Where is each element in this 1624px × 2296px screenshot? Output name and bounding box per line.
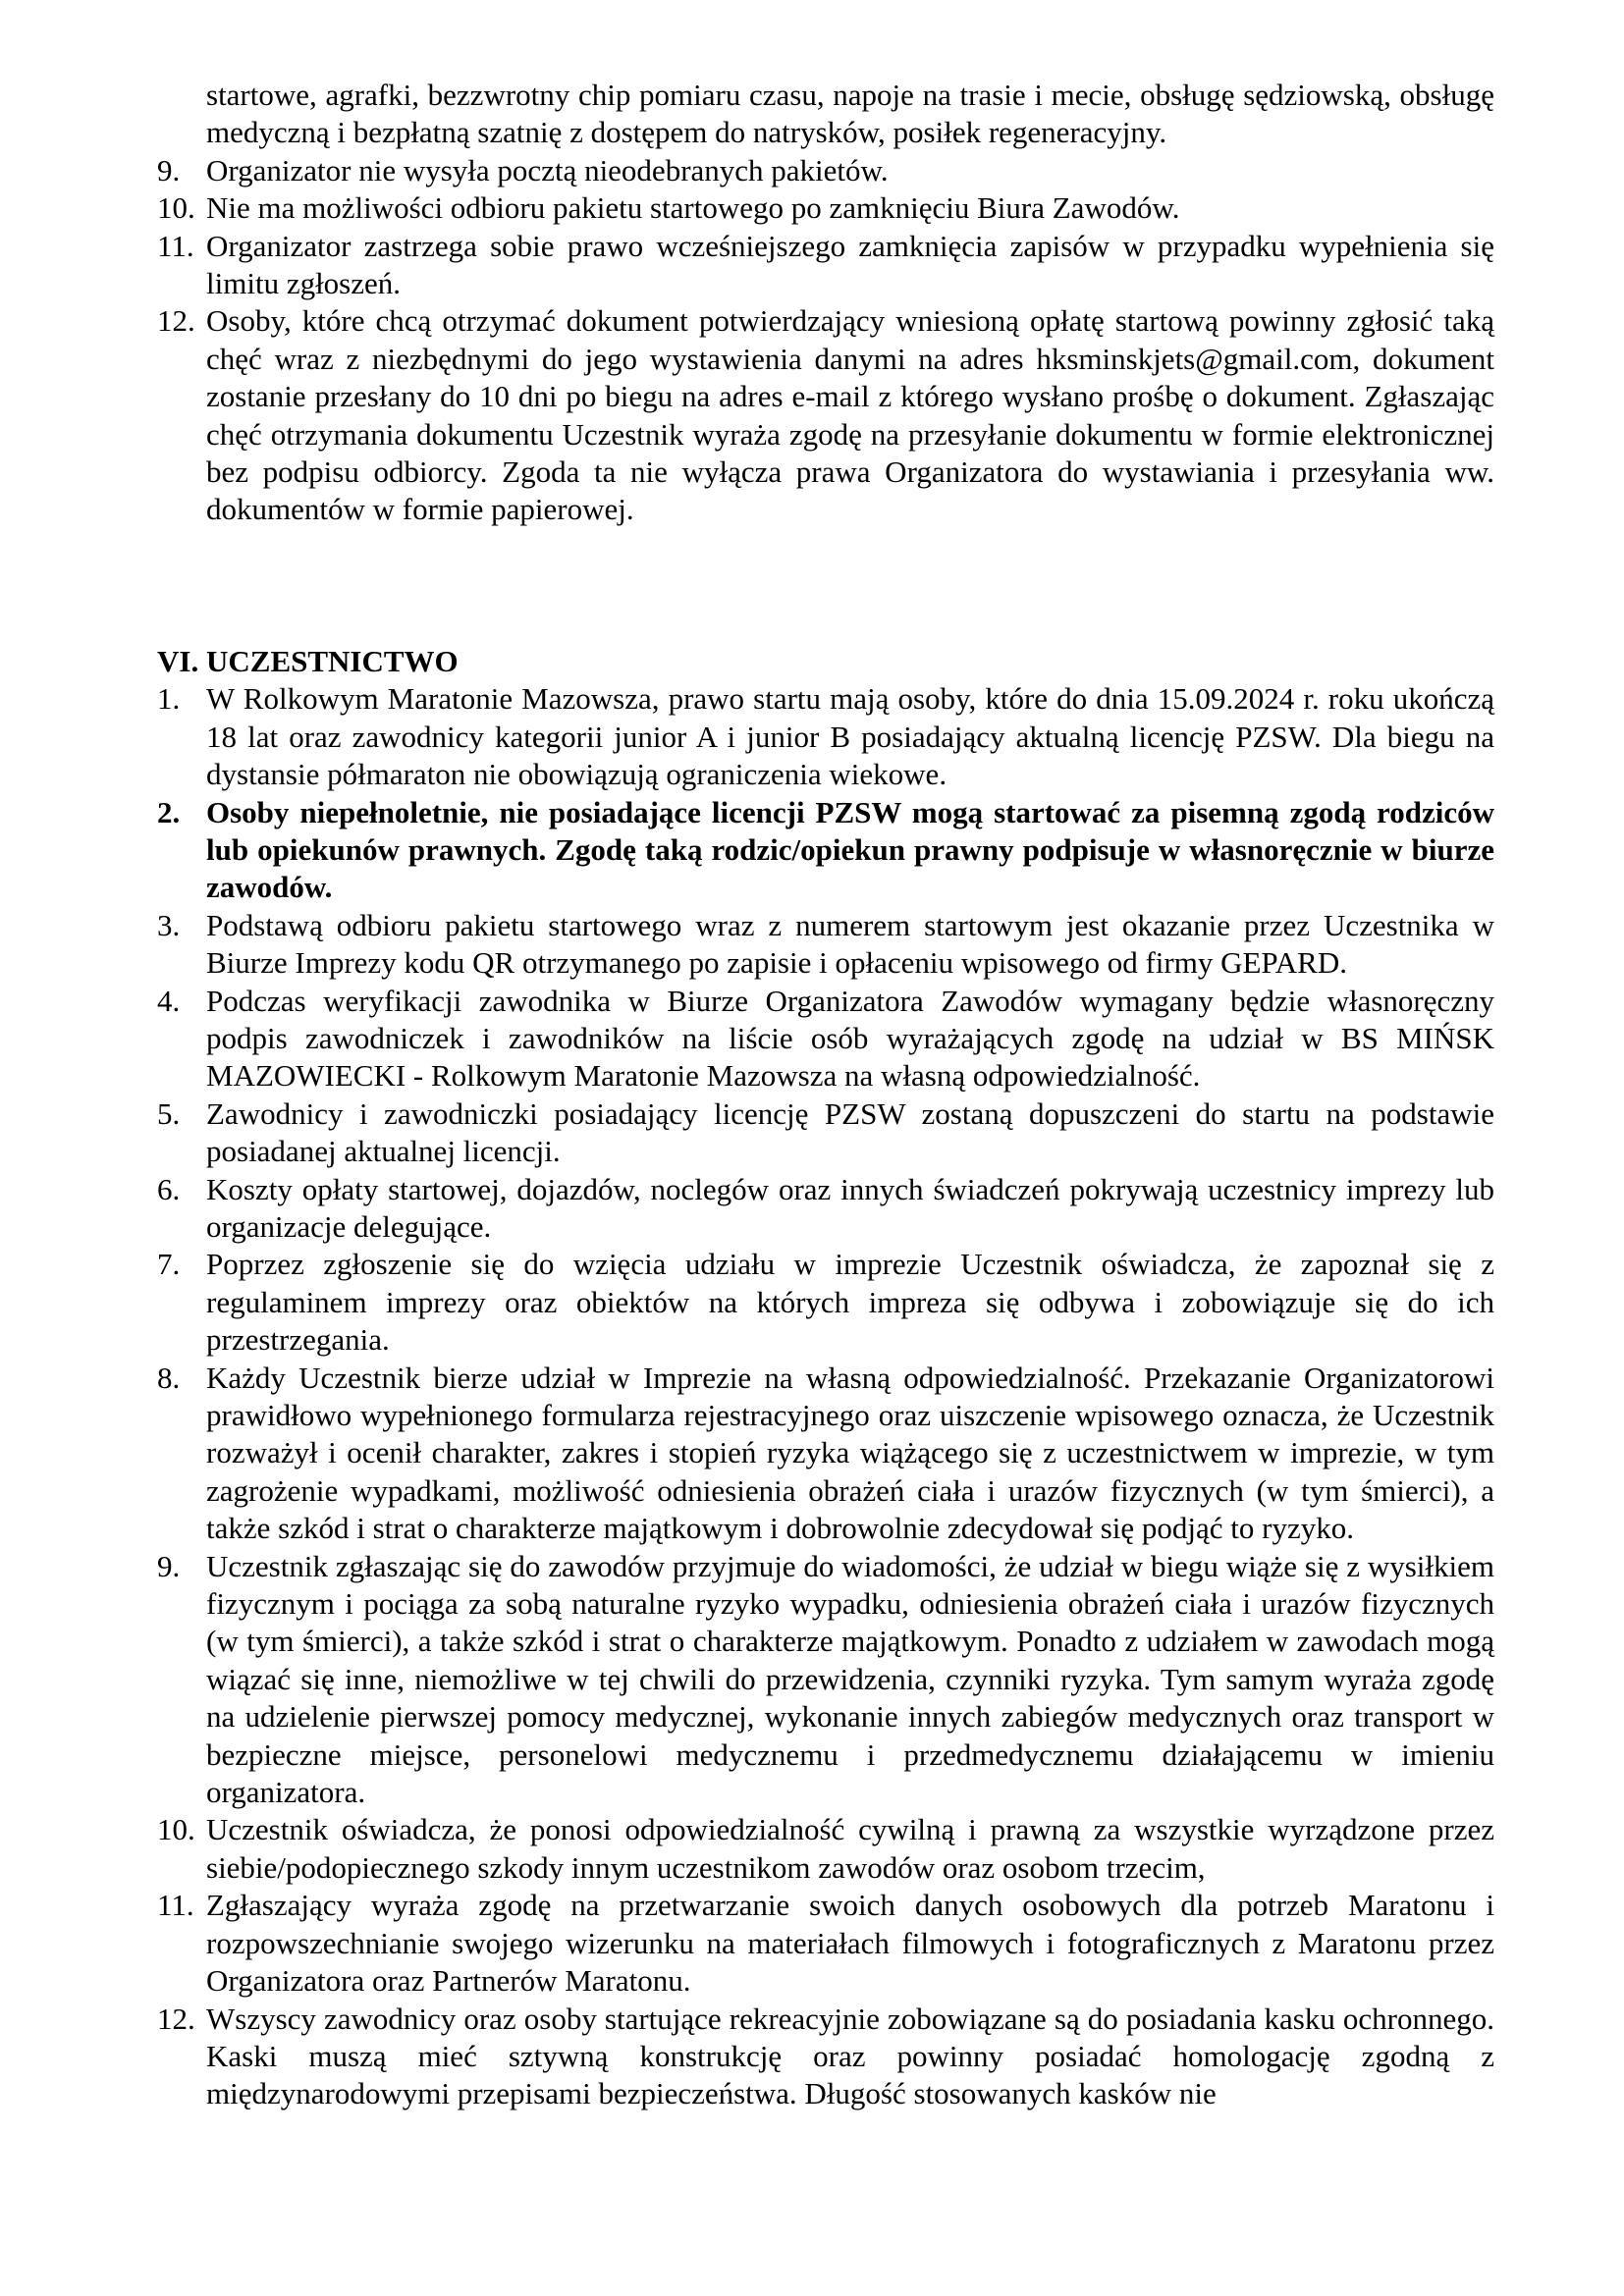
item-text: Organizator nie wysyła pocztą nieodebranych pakietów. [206, 152, 889, 187]
list-item [157, 983, 1494, 1095]
item-number: 7. [157, 1247, 181, 1282]
item-text: Zawodnicy i zawodniczki posiadający licencję PZSW zostaną dopuszczeni do startu na podstawie posiadanej aktualnej licencji. [206, 1095, 1494, 1169]
list-item [157, 907, 1494, 983]
item-text: Podstawą odbioru pakietu startowego wraz z numerem startowym jest okazanie przez Uczestnika w Biurze Imprezy kodu QR otrzymanego po zapisie i opłaceniu wpisowego od firmy GEPARD. [206, 907, 1494, 981]
item-text: Organizator zastrzega sobie prawo wcześniejszego zamknięcia zapisów w przypadku wypełnienia się limitu zgłoszeń. [206, 228, 1494, 301]
item-number: 11. [157, 1888, 194, 1923]
list-item [157, 1360, 1494, 1548]
list-item [157, 1548, 1494, 1812]
list-item [157, 302, 1494, 528]
item-number: 3. [157, 907, 181, 942]
list-item [157, 1811, 1494, 1887]
section-title: UCZESTNICTWO [206, 643, 459, 678]
item-text: Nie ma możliwości odbioru pakietu startowego po zamknięciu Biura Zawodów. [206, 190, 1180, 226]
list-item [157, 228, 1494, 303]
section-number: VI. [157, 643, 199, 678]
item-number: 5. [157, 1095, 181, 1131]
list-item [157, 1246, 1494, 1359]
continuation-paragraph: startowe, agrafki, bezzwrotny chip pomiaru czasu, napoje na trasie i mecie, obsługę sędziowską, obsługę medyczną i bezpłatną szatnię z dostępem do natrysków, posiłek regeneracyjny. [206, 78, 1494, 150]
item-number: 4. [157, 983, 181, 1018]
item-number: 6. [157, 1171, 181, 1206]
item-text: Podczas weryfikacji zawodnika w Biurze Organizatora Zawodów wymagany będzie własnoręczny podpis zawodniczek i zawodników na liście osób wyrażających zgodę na udział w BS MIŃSK MAZOWIECKI - Rolkowym Maratonie Mazowsza na własną odpowiedzialność. [206, 983, 1494, 1094]
item-text: Uczestnik oświadcza, że ponosi odpowiedzialność cywilną i prawną za wszystkie wyrządzone przez siebie/podopiecznego szkody innym uczestnikom zawodów oraz osobom trzecim, [206, 1812, 1494, 1885]
item-number: 9. [157, 152, 181, 187]
list-item [157, 1095, 1494, 1171]
item-number: 8. [157, 1360, 181, 1395]
item-text: Zgłaszający wyraża zgodę na przetwarzanie swoich danych osobowych dla potrzeb Maratonu i rozpowszechnianie swojego wizerunku na materiałach filmowych i fotograficznych z Maratonu przez Organizatora oraz Partnerów Maratonu. [206, 1888, 1494, 1999]
document-page [157, 77, 1494, 2113]
item-text: Poprzez zgłoszenie się do wzięcia udziału w imprezie Uczestnik oświadcza, że zapoznał się z regulaminem imprezy oraz obiektów na których impreza się odbywa i zobowiązuje się do ich przestrzegania. [206, 1247, 1494, 1358]
list-item [157, 189, 1494, 227]
item-text: W Rolkowym Maratonie Mazowsza, prawo startu mają osoby, które do dnia 15.09.2024 r. roku ukończą 18 lat oraz zawodnicy kategorii junior A i junior B posiadający aktualną licencję PZSW. Dla biegu na dystansie półmaraton nie obowiązują ograniczenia wiekowe. [206, 681, 1494, 792]
list-item [157, 2001, 1494, 2113]
list-item [157, 152, 1494, 189]
item-text: Osoby, które chcą otrzymać dokument potwierdzający wniesioną opłatę startową powinny zgłosić taką chęć wraz z niezbędnymi do jego wystawienia danymi na adres hksminskjets@gmail.com, dokument zostanie przesłany do 10 dni po biegu na adres e-mail z którego wysłano prośbę o dokument. Zgłaszając chęć otrzymania dokumentu Uczestnik wyraża zgodę na przesyłanie dokumentu w formie elektronicznej bez podpisu odbiorcy. Zgoda ta nie wyłącza prawa Organizatora do wystawiania i przesyłania ww. dokumentów w formie papierowej. [206, 303, 1494, 527]
item-number: 10. [157, 1812, 195, 1847]
item-number: 12. [157, 303, 195, 339]
item-number: 9. [157, 1548, 181, 1583]
item-text: Uczestnik zgłaszając się do zawodów przyjmuje do wiadomości, że udział w biegu wiąże się z wysiłkiem fizycznym i pociąga za sobą naturalne ryzyko wypadku, odniesienia obrażeń ciała i urazów fizycznych (w tym śmierci), a także szkód i strat o charakterze majątkowym. Ponadto z udziałem w zawodach mogą wiązać się inne, niemożliwe w tej chwili do przewidzenia, czynniki ryzyka. Tym samym wyraża zgodę na udzielenie pierwszej pomocy medycznej, wykonanie innych zabiegów medycznych oraz transport w bezpieczne miejsce, personelowi medycznemu i przedmedycznemu działającemu w imieniu organizatora. [206, 1548, 1494, 1810]
item-number: 2. [157, 794, 181, 829]
list-item [157, 1171, 1494, 1247]
item-text: Koszty opłaty startowej, dojazdów, noclegów oraz innych świadczeń pokrywają uczestnicy imprezy lub organizacje delegujące. [206, 1171, 1494, 1244]
section-heading [157, 643, 1494, 680]
list-item [157, 1887, 1494, 2000]
item-number: 10. [157, 190, 195, 226]
list-item [157, 680, 1494, 793]
item-text: Wszyscy zawodnicy oraz osoby startujące rekreacyjnie zobowiązane są do posiadania kasku ochronnego. Kaski muszą mieć sztywną konstrukcję oraz powinny posiadać homologację zgodną z międzynarodowymi przepisami bezpieczeństwa. Długość stosowanych kasków nie [206, 2001, 1494, 2111]
list-item [157, 794, 1494, 907]
item-number: 11. [157, 228, 194, 263]
item-text: Każdy Uczestnik bierze udział w Imprezie na własną odpowiedzialność. Przekazanie Organizatorowi prawidłowo wypełnionego formularza rejestracyjnego oraz uiszczenie wpisowego oznacza, że Uczestnik rozważył i ocenił charakter, zakres i stopień ryzyka wiążącego się z uczestnictwem w imprezie, w tym zagrożenie wypadkami, możliwość odniesienia obrażeń ciała i urazów fizycznych (w tym śmierci), a także szkód i strat o charakterze majątkowym i dobrowolnie zdecydował się podjąć to ryzyko. [206, 1360, 1494, 1546]
item-number: 1. [157, 681, 181, 717]
item-number: 12. [157, 2001, 195, 2036]
item-text: Osoby niepełnoletnie, nie posiadające licencji PZSW mogą startować za pisemną zgodą rodziców lub opiekunów prawnych. Zgodę taką rodzic/opiekun prawny podpisuje w własnoręcznie w biurze zawodów. [206, 794, 1494, 905]
